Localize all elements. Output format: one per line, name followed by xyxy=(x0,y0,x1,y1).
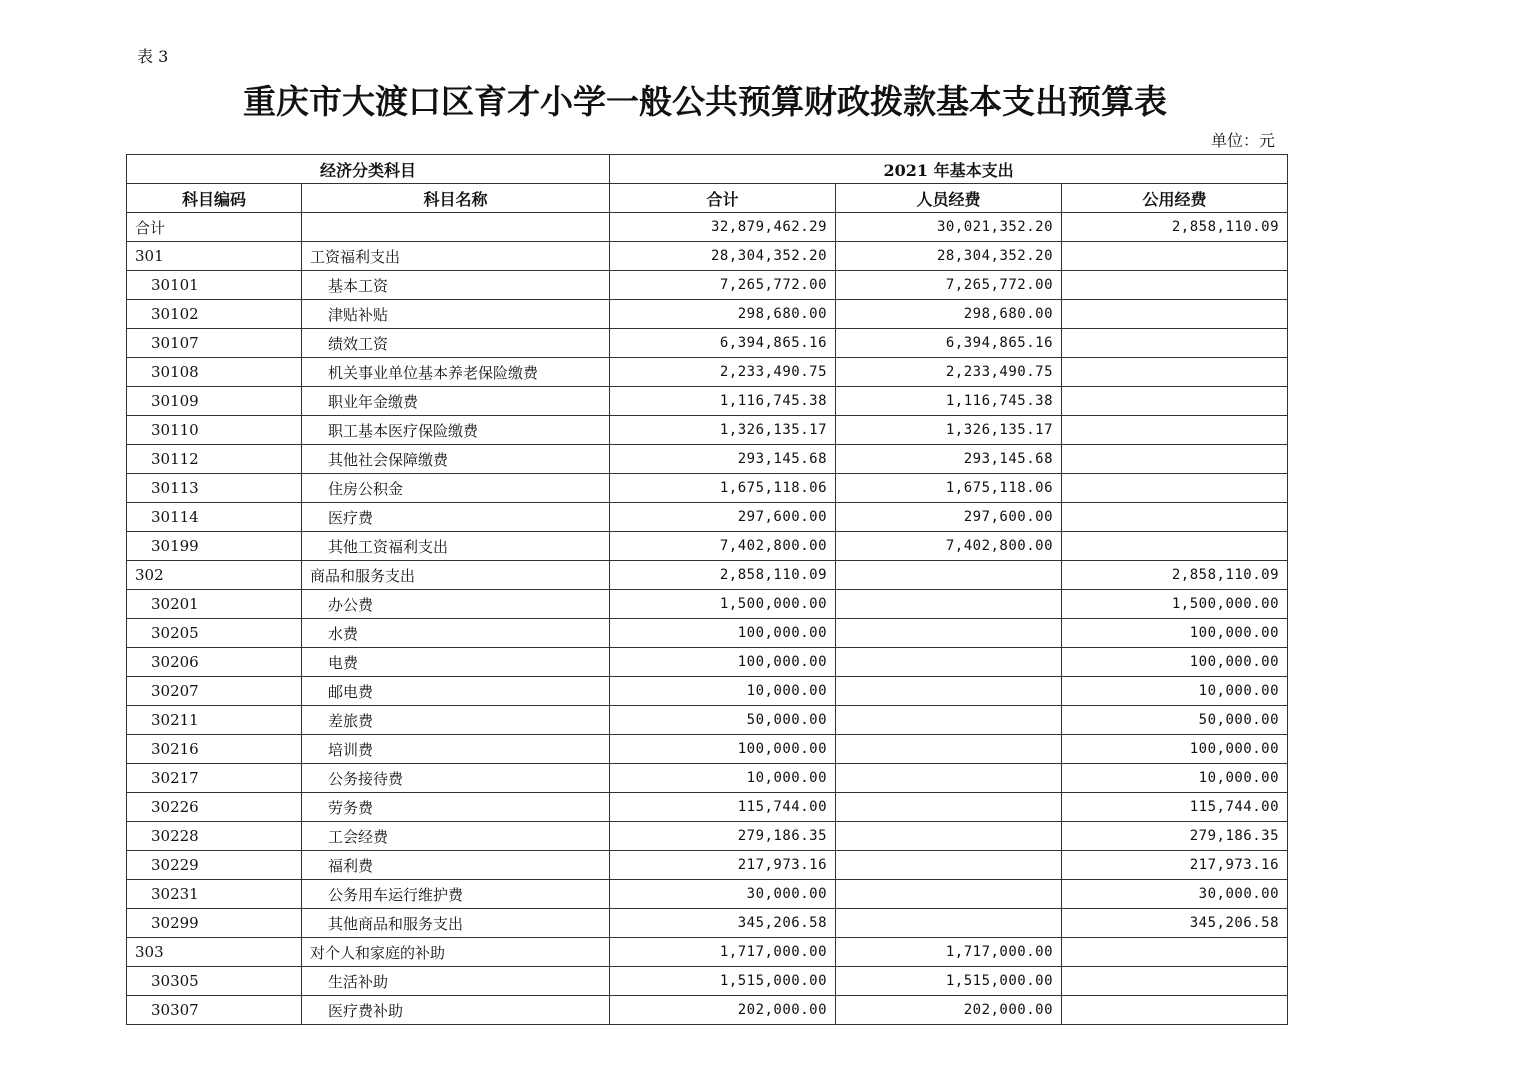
cell-total: 100,000.00 xyxy=(610,619,836,648)
cell-subject-code: 30228 xyxy=(127,822,302,851)
cell-subject-code: 30299 xyxy=(127,909,302,938)
cell-subject-code: 30216 xyxy=(127,735,302,764)
cell-subject-name: 商品和服务支出 xyxy=(302,561,610,590)
cell-personnel-expense: 6,394,865.16 xyxy=(836,329,1062,358)
table-row xyxy=(127,880,1288,909)
cell-total: 7,402,800.00 xyxy=(610,532,836,561)
cell-subject-name: 医疗费补助 xyxy=(302,996,610,1025)
cell-personnel-expense: 2,233,490.75 xyxy=(836,358,1062,387)
table-row xyxy=(127,735,1288,764)
cell-subject-name: 福利费 xyxy=(302,851,610,880)
cell-total: 217,973.16 xyxy=(610,851,836,880)
table-row xyxy=(127,445,1288,474)
cell-subject-code: 30109 xyxy=(127,387,302,416)
cell-subject-name: 办公费 xyxy=(302,590,610,619)
cell-personnel-expense: 1,116,745.38 xyxy=(836,387,1062,416)
cell-subject-code: 30114 xyxy=(127,503,302,532)
table-row xyxy=(127,706,1288,735)
cell-personnel-expense: 28,304,352.20 xyxy=(836,242,1062,271)
header-column-row xyxy=(127,184,1288,213)
cell-subject-code: 303 xyxy=(127,938,302,967)
cell-total: 32,879,462.29 xyxy=(610,213,836,242)
cell-total: 298,680.00 xyxy=(610,300,836,329)
table-row xyxy=(127,677,1288,706)
cell-subject-name: 其他商品和服务支出 xyxy=(302,909,610,938)
cell-total: 50,000.00 xyxy=(610,706,836,735)
table-row xyxy=(127,532,1288,561)
cell-subject-name: 公务接待费 xyxy=(302,764,610,793)
header-subject-code: 科目编码 xyxy=(127,184,302,213)
cell-public-expense xyxy=(1062,416,1288,445)
cell-subject-code: 30207 xyxy=(127,677,302,706)
cell-subject-code: 合计 xyxy=(127,213,302,242)
table-row xyxy=(127,648,1288,677)
cell-subject-code: 301 xyxy=(127,242,302,271)
cell-total: 100,000.00 xyxy=(610,735,836,764)
cell-public-expense xyxy=(1062,329,1288,358)
cell-subject-name: 其他社会保障缴费 xyxy=(302,445,610,474)
cell-subject-name: 培训费 xyxy=(302,735,610,764)
table-row xyxy=(127,387,1288,416)
cell-total: 2,233,490.75 xyxy=(610,358,836,387)
table-row xyxy=(127,242,1288,271)
cell-public-expense: 2,858,110.09 xyxy=(1062,561,1288,590)
cell-personnel-expense xyxy=(836,764,1062,793)
table-row xyxy=(127,764,1288,793)
header-public-expense: 公用经费 xyxy=(1062,184,1288,213)
cell-subject-name: 职工基本医疗保险缴费 xyxy=(302,416,610,445)
cell-total: 345,206.58 xyxy=(610,909,836,938)
table-row xyxy=(127,909,1288,938)
cell-personnel-expense: 1,717,000.00 xyxy=(836,938,1062,967)
cell-public-expense: 50,000.00 xyxy=(1062,706,1288,735)
cell-public-expense xyxy=(1062,503,1288,532)
cell-subject-name: 电费 xyxy=(302,648,610,677)
cell-public-expense xyxy=(1062,387,1288,416)
cell-subject-code: 30101 xyxy=(127,271,302,300)
cell-subject-name: 基本工资 xyxy=(302,271,610,300)
cell-total: 1,717,000.00 xyxy=(610,938,836,967)
table-body xyxy=(127,213,1288,1025)
cell-subject-name: 生活补助 xyxy=(302,967,610,996)
cell-personnel-expense xyxy=(836,851,1062,880)
cell-personnel-expense xyxy=(836,793,1062,822)
cell-total: 202,000.00 xyxy=(610,996,836,1025)
table-row xyxy=(127,329,1288,358)
cell-public-expense xyxy=(1062,271,1288,300)
cell-subject-name: 住房公积金 xyxy=(302,474,610,503)
cell-total: 297,600.00 xyxy=(610,503,836,532)
cell-total: 1,500,000.00 xyxy=(610,590,836,619)
cell-subject-code: 302 xyxy=(127,561,302,590)
cell-subject-name: 津贴补贴 xyxy=(302,300,610,329)
cell-public-expense xyxy=(1062,938,1288,967)
cell-subject-code: 30205 xyxy=(127,619,302,648)
table-row xyxy=(127,561,1288,590)
cell-total: 279,186.35 xyxy=(610,822,836,851)
header-personnel-expense: 人员经费 xyxy=(836,184,1062,213)
cell-public-expense: 217,973.16 xyxy=(1062,851,1288,880)
cell-total: 115,744.00 xyxy=(610,793,836,822)
cell-public-expense xyxy=(1062,996,1288,1025)
cell-subject-name: 水费 xyxy=(302,619,610,648)
cell-total: 1,675,118.06 xyxy=(610,474,836,503)
cell-subject-code: 30113 xyxy=(127,474,302,503)
cell-subject-code: 30305 xyxy=(127,967,302,996)
cell-total: 293,145.68 xyxy=(610,445,836,474)
cell-subject-code: 30307 xyxy=(127,996,302,1025)
cell-subject-code: 30112 xyxy=(127,445,302,474)
table-row xyxy=(127,822,1288,851)
cell-subject-name xyxy=(302,213,610,242)
cell-personnel-expense: 7,402,800.00 xyxy=(836,532,1062,561)
cell-total: 6,394,865.16 xyxy=(610,329,836,358)
table-row xyxy=(127,967,1288,996)
cell-subject-code: 30108 xyxy=(127,358,302,387)
table-row xyxy=(127,793,1288,822)
cell-subject-code: 30211 xyxy=(127,706,302,735)
table-row xyxy=(127,503,1288,532)
cell-subject-name: 公务用车运行维护费 xyxy=(302,880,610,909)
cell-public-expense: 30,000.00 xyxy=(1062,880,1288,909)
cell-public-expense: 115,744.00 xyxy=(1062,793,1288,822)
cell-personnel-expense xyxy=(836,561,1062,590)
table-number-label: 表 3 xyxy=(137,47,169,66)
table-row xyxy=(127,474,1288,503)
cell-subject-code: 30229 xyxy=(127,851,302,880)
cell-total: 1,326,135.17 xyxy=(610,416,836,445)
cell-personnel-expense xyxy=(836,880,1062,909)
budget-table xyxy=(126,154,1288,1025)
cell-personnel-expense xyxy=(836,619,1062,648)
cell-public-expense: 100,000.00 xyxy=(1062,619,1288,648)
cell-personnel-expense: 293,145.68 xyxy=(836,445,1062,474)
cell-public-expense xyxy=(1062,445,1288,474)
cell-personnel-expense: 202,000.00 xyxy=(836,996,1062,1025)
cell-public-expense: 279,186.35 xyxy=(1062,822,1288,851)
cell-subject-code: 30226 xyxy=(127,793,302,822)
cell-personnel-expense: 298,680.00 xyxy=(836,300,1062,329)
cell-public-expense xyxy=(1062,967,1288,996)
cell-subject-name: 劳务费 xyxy=(302,793,610,822)
cell-subject-code: 30199 xyxy=(127,532,302,561)
cell-public-expense xyxy=(1062,474,1288,503)
cell-total: 7,265,772.00 xyxy=(610,271,836,300)
table-header xyxy=(127,155,1288,213)
cell-subject-code: 30217 xyxy=(127,764,302,793)
cell-subject-code: 30107 xyxy=(127,329,302,358)
table-row xyxy=(127,590,1288,619)
cell-public-expense: 2,858,110.09 xyxy=(1062,213,1288,242)
cell-subject-code: 30110 xyxy=(127,416,302,445)
cell-public-expense xyxy=(1062,300,1288,329)
cell-subject-name: 工会经费 xyxy=(302,822,610,851)
header-total: 合计 xyxy=(610,184,836,213)
cell-public-expense: 10,000.00 xyxy=(1062,764,1288,793)
cell-total: 30,000.00 xyxy=(610,880,836,909)
table-row xyxy=(127,358,1288,387)
cell-personnel-expense: 297,600.00 xyxy=(836,503,1062,532)
cell-subject-code: 30102 xyxy=(127,300,302,329)
header-group-row xyxy=(127,155,1288,184)
table-row xyxy=(127,938,1288,967)
table-row xyxy=(127,300,1288,329)
cell-total: 1,116,745.38 xyxy=(610,387,836,416)
cell-public-expense: 10,000.00 xyxy=(1062,677,1288,706)
cell-total: 28,304,352.20 xyxy=(610,242,836,271)
table-row xyxy=(127,996,1288,1025)
cell-personnel-expense: 1,326,135.17 xyxy=(836,416,1062,445)
table-row xyxy=(127,213,1288,242)
cell-personnel-expense xyxy=(836,735,1062,764)
cell-personnel-expense: 7,265,772.00 xyxy=(836,271,1062,300)
cell-subject-name: 职业年金缴费 xyxy=(302,387,610,416)
cell-subject-name: 对个人和家庭的补助 xyxy=(302,938,610,967)
cell-total: 1,515,000.00 xyxy=(610,967,836,996)
table-row xyxy=(127,271,1288,300)
header-economic-classification: 经济分类科目 xyxy=(127,155,610,184)
cell-personnel-expense: 1,515,000.00 xyxy=(836,967,1062,996)
cell-personnel-expense xyxy=(836,590,1062,619)
table-row xyxy=(127,416,1288,445)
cell-personnel-expense xyxy=(836,909,1062,938)
cell-total: 10,000.00 xyxy=(610,764,836,793)
header-subject-name: 科目名称 xyxy=(302,184,610,213)
table-row xyxy=(127,851,1288,880)
header-basic-expenditure-2021: 2021 年基本支出 xyxy=(610,155,1288,184)
cell-subject-name: 医疗费 xyxy=(302,503,610,532)
cell-public-expense: 345,206.58 xyxy=(1062,909,1288,938)
cell-subject-name: 其他工资福利支出 xyxy=(302,532,610,561)
cell-public-expense: 1,500,000.00 xyxy=(1062,590,1288,619)
cell-personnel-expense: 1,675,118.06 xyxy=(836,474,1062,503)
cell-subject-name: 绩效工资 xyxy=(302,329,610,358)
cell-subject-name: 差旅费 xyxy=(302,706,610,735)
cell-subject-name: 工资福利支出 xyxy=(302,242,610,271)
cell-personnel-expense xyxy=(836,706,1062,735)
cell-subject-name: 邮电费 xyxy=(302,677,610,706)
cell-subject-code: 30201 xyxy=(127,590,302,619)
cell-public-expense: 100,000.00 xyxy=(1062,648,1288,677)
page-title: 重庆市大渡口区育才小学一般公共预算财政拨款基本支出预算表 xyxy=(243,82,1167,121)
cell-subject-code: 30231 xyxy=(127,880,302,909)
unit-label: 单位：元 xyxy=(1210,131,1275,150)
cell-total: 10,000.00 xyxy=(610,677,836,706)
cell-public-expense: 100,000.00 xyxy=(1062,735,1288,764)
cell-personnel-expense: 30,021,352.20 xyxy=(836,213,1062,242)
cell-total: 100,000.00 xyxy=(610,648,836,677)
cell-subject-name: 机关事业单位基本养老保险缴费 xyxy=(302,358,610,387)
cell-personnel-expense xyxy=(836,677,1062,706)
cell-total: 2,858,110.09 xyxy=(610,561,836,590)
cell-personnel-expense xyxy=(836,822,1062,851)
cell-public-expense xyxy=(1062,532,1288,561)
cell-public-expense xyxy=(1062,242,1288,271)
cell-public-expense xyxy=(1062,358,1288,387)
table-row xyxy=(127,619,1288,648)
cell-personnel-expense xyxy=(836,648,1062,677)
cell-subject-code: 30206 xyxy=(127,648,302,677)
